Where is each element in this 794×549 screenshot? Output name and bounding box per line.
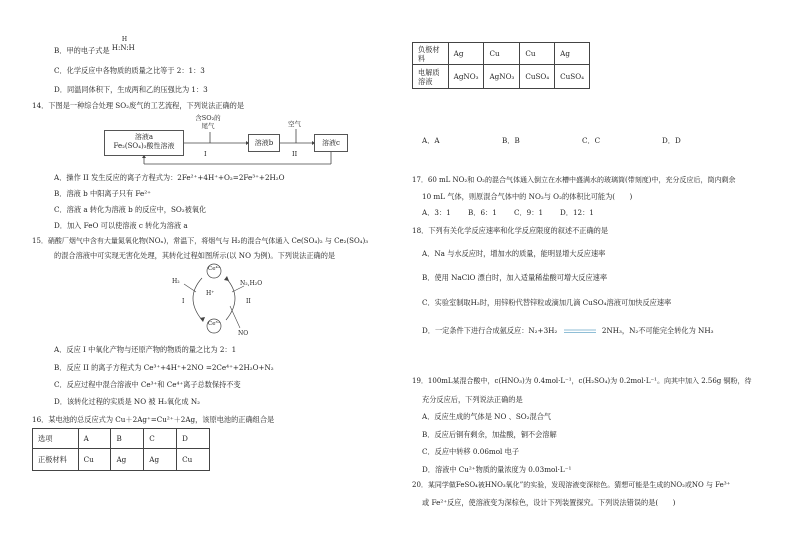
- q14-option-b: B．溶液 b 中阳离子只有 Fe²⁺: [54, 189, 151, 198]
- q18-option-d: [422, 326, 714, 336]
- q15-option-b: B．反应 II 的离子方程式为 Ce³⁺+4H⁺+2NO =2Ce⁴⁺+2H₂O+N₂: [54, 363, 274, 372]
- table-cell: 负极材料: [413, 43, 449, 65]
- q17-option-c: C．9：1: [514, 208, 544, 217]
- gas-label-line2: 尾气: [201, 122, 215, 131]
- q13-option-d: D．同温同体积下，生成两和乙的压强比为 1：3: [54, 85, 208, 94]
- q15-option-a: A．反应 I 中氧化产物与还原产物的物质的量之比为 2：1: [54, 345, 237, 354]
- q17-option-a: A．3：1: [422, 208, 451, 217]
- q15-stem-line2: 的混合溶液中可实现无害化处理，其转化过程如图所示(以 NO 为例)。下列说法正确的是: [54, 251, 336, 260]
- table-row: [413, 65, 590, 89]
- q14-option-d: D．加入 FeO 可以使溶液 c 转化为溶液 a: [54, 221, 188, 230]
- q17-option-d: D．12：1: [560, 208, 594, 217]
- ce3-ion-label: Ce³⁺: [208, 321, 221, 327]
- q18-option-b: B．使用 NaClO 漂白时，加入适量稀盐酸可增大反应速率: [422, 273, 608, 282]
- q17-stem-line1: 17．60 mL NO₂和 O₂的混合气体通入倒立在水槽中盛满水的玻璃筒(带刻度)中，充分反应后，筒内剩余: [412, 176, 736, 184]
- table-cell: C: [144, 429, 177, 449]
- step-2-label: II: [292, 150, 298, 158]
- q13-option-c: C．化学反应中各物质的质量之比等于 2：1：3: [54, 66, 205, 75]
- table-cell: Ag: [555, 43, 590, 65]
- q15-option-c: C．反应过程中混合溶液中 Ce³⁺和 Ce⁴⁺离子总数保持不变: [54, 380, 241, 389]
- q18-stem: 18．下列有关化学反应速率和化学反应限度的叙述不正确的是: [412, 226, 609, 235]
- q14-option-a: A．操作 II 发生反应的离子方程式为：2Fe²⁺+4H⁺+O₂=2Fe³⁺+2H₂O: [54, 173, 285, 182]
- table-cell: 正极材料: [33, 449, 79, 471]
- table-cell: D: [177, 429, 210, 449]
- q19-stem-line2: 充分反应后，下列说法正确的是: [422, 395, 523, 404]
- table-cell: CuSO₄: [555, 65, 590, 89]
- air-label: 空气: [288, 120, 301, 128]
- q16-table-part1: [32, 428, 210, 471]
- table-cell: 电解质溶液: [413, 65, 449, 89]
- no-label: NO: [238, 330, 249, 337]
- table-cell: CuSO₄: [520, 65, 555, 89]
- table-row: [413, 43, 590, 65]
- q20-stem-line2: 或 Fe²⁺反应，使溶液变为深棕色，设计下列装置探究。下列说法错误的是( ): [422, 498, 676, 507]
- q18-option-a: A．Na 与水反应时，增加水的质量，能明显增大反应速率: [422, 249, 606, 258]
- left-column: [32, 0, 384, 549]
- q14-process-diagram: [92, 114, 372, 168]
- formula-top-h: H: [121, 36, 128, 43]
- q18-d-reactants: D．一定条件下进行合成氨反应：N₂+3H₂: [422, 326, 558, 335]
- q13-option-b-text: B．甲的电子式是: [54, 46, 110, 55]
- q16-stem: 16．某电池的总反应式为 Cu＋2Ag⁺=Cu²⁺＋2Ag，该原电池的正确组合是: [32, 415, 275, 424]
- q17-stem-line2: 10 mL 气体，则原混合气体中的 NO₂与 O₂的体积比可能为( ): [422, 192, 633, 201]
- hplus-label: H⁺: [206, 290, 215, 297]
- solution-a-label: 溶液a: [134, 133, 154, 141]
- table-cell: 选项: [33, 429, 79, 449]
- q14-option-c: C．溶液 a 转化为溶液 b 的反应中，SO₂被氧化: [54, 205, 207, 214]
- table-cell: Cu: [484, 43, 520, 65]
- process-arrows: [92, 114, 372, 168]
- q15-stem-line1: 15．硝酸厂烟气中含有大量氮氧化物(NOₓ)，常温下，将烟气与 H₂的混合气体通入 Ce(SO₄)₂ 与 Ce₂(SO₄)₃: [32, 237, 369, 245]
- q14-stem: 14．下图是一种综合处理 SO₂废气的工艺流程，下列说法正确的是: [32, 101, 245, 110]
- q19-stem-line1: 19．100mL某混合酸中，c(HNO₃)为 0.4mol·L⁻¹，c(H₂SO₄)为 0.2mol·L⁻¹。向其中加入 2.56g 铜粉，待: [412, 377, 752, 385]
- q16-table-part2: [412, 42, 590, 89]
- gas-label-line1: 含SO₂的: [195, 114, 221, 122]
- reaction-ii-label: II: [246, 298, 251, 305]
- table-cell: Cu: [177, 449, 210, 471]
- products-label: N₂,H₂O: [240, 280, 263, 287]
- q16-option-c: C．C: [582, 136, 601, 145]
- ce4-ion-label: Ce⁴⁺: [208, 266, 221, 272]
- ammonia-formula: [111, 36, 138, 58]
- solution-b-box: 溶液b: [248, 134, 280, 152]
- table-cell: A: [78, 429, 111, 449]
- q19-option-c: C．反应中转移 0.06mol 电子: [422, 447, 520, 456]
- table-cell: AgNO₃: [448, 65, 484, 89]
- q17-option-b: B．6：1: [468, 208, 497, 217]
- step-1-label: I: [204, 150, 207, 158]
- table-cell: Cu: [520, 43, 555, 65]
- q16-option-a: A．A: [422, 136, 440, 145]
- equilibrium-arrow-icon: [560, 327, 600, 336]
- solution-a-desc: Fe₂(SO₄)₃酸性溶液: [113, 141, 175, 150]
- q18-option-c: C．实验室制取H₂时，用锌粉代替锌粒或滴加几滴 CuSO₄溶液可加快反应速率: [422, 298, 672, 307]
- q16-option-d: D．D: [662, 136, 681, 145]
- reaction-i-label: I: [182, 298, 185, 305]
- q15-option-d: D．该转化过程的实质是 NO 被 H₂氧化成 N₂: [54, 397, 201, 406]
- q20-stem-line1: 20．某同学做FeSO₄被HNO₃氧化”的实验，发现溶液变深棕色。猜想可能是生成的NO₂或NO 与 Fe³⁺: [412, 481, 731, 489]
- q13-option-b: [54, 36, 138, 58]
- formula-main: H:N:H: [111, 44, 135, 52]
- table-row: [33, 429, 210, 449]
- q16-option-b: B．B: [502, 136, 520, 145]
- q19-option-d: D．溶液中 Cu²⁺物质的量浓度为 0.03mol·L⁻¹: [422, 465, 572, 474]
- h2-label: H₂: [172, 278, 180, 285]
- q19-option-b: B．反应后铜有剩余，加盐酸，铜不会溶解: [422, 430, 557, 439]
- cycle-arrows: [162, 262, 272, 340]
- right-column: [412, 0, 764, 549]
- q15-cycle-diagram: [162, 262, 272, 340]
- table-cell: Cu: [78, 449, 111, 471]
- q18-d-products: 2NH₃，N₂不可能完全转化为 NH₃: [601, 326, 714, 335]
- table-cell: Ag: [144, 449, 177, 471]
- table-cell: Ag: [448, 43, 484, 65]
- q19-option-a: A．反应生成的气体是 NO 、SO₂混合气: [422, 412, 552, 421]
- table-cell: B: [111, 429, 144, 449]
- table-row: [33, 449, 210, 471]
- solution-c-box: 溶液c: [314, 134, 348, 152]
- table-cell: AgNO₃: [484, 65, 520, 89]
- table-cell: Ag: [111, 449, 144, 471]
